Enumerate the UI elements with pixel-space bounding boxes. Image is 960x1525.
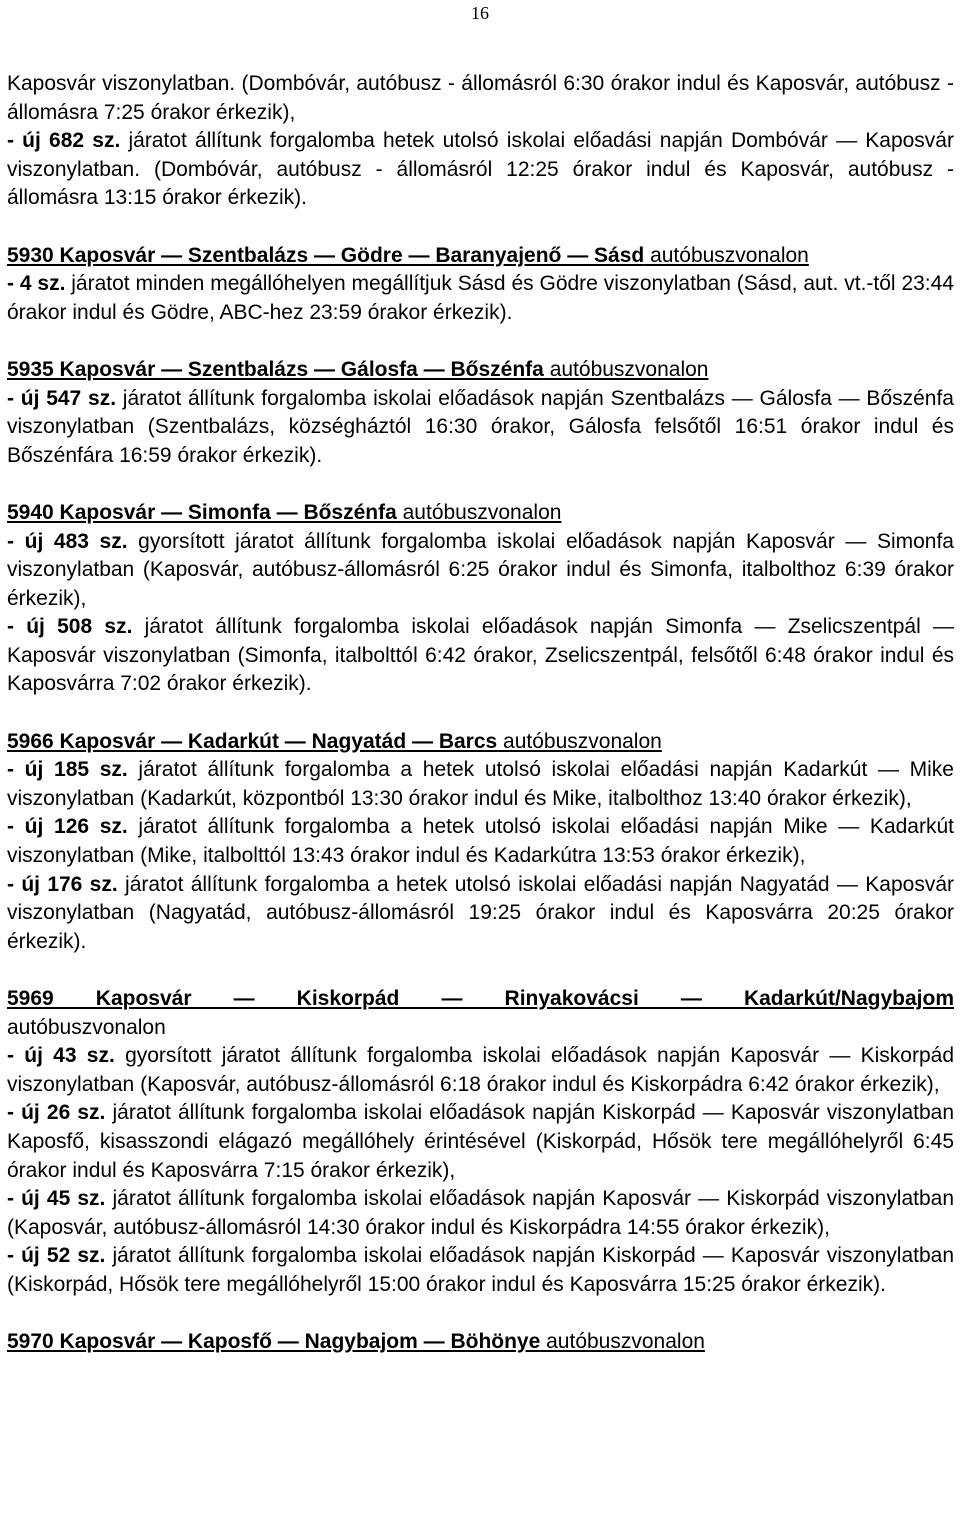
paragraph-text: járatot állítunk forgalomba a hetek utolsó iskolai előadási napján Mike — Kadarkút viszonylatban (Mike, italbolttól 13:43 órakor indul és Kadarkútra 13:53 órakor érkezik),	[7, 815, 954, 868]
route-section	[7, 499, 954, 699]
route-suffix: autóbuszvonalon	[543, 357, 709, 381]
departure-number: - 4 sz.	[7, 272, 66, 296]
route-suffix: autóbuszvonalon	[540, 1330, 705, 1354]
route-title: 5935 Kaposvár — Szentbalázs — Gálosfa — Bőszénfa	[7, 357, 544, 381]
paragraph	[7, 871, 954, 957]
departure-number: - új 52 sz.	[7, 1244, 106, 1268]
paragraph	[7, 1242, 954, 1299]
page-number: 16	[471, 3, 489, 23]
route-heading	[7, 499, 954, 528]
departure-number: - új 126 sz.	[7, 815, 128, 839]
paragraph-text: járatot állítunk forgalomba hetek utolsó iskolai előadási napján Dombóvár — Kaposvár viszonylatban. (Dombóvár, autóbusz - állomásról 12:25 órakor indul és Kaposvár, autóbusz - állomásra 13:15 órakor érkezik).	[7, 129, 954, 210]
sections	[7, 213, 954, 1357]
route-suffix: autóbuszvonalon	[396, 500, 562, 524]
paragraph-text: járatot állítunk forgalomba iskolai előadások napján Kiskorpád — Kaposvár viszonylatban (Kiskorpád, Hősök tere megállóhelyről 15:00 órakor indul és Kaposvárra 15:25 órakor érkezik).	[7, 1244, 954, 1296]
route-section	[7, 356, 954, 470]
paragraph-text: járatot állítunk forgalomba iskolai előadások napján Kaposvár — Kiskorpád viszonylatban (Kaposvár, autóbusz-állomásról 14:30 órakor indul és Kiskorpádra 14:55 órakor érkezik),	[7, 1187, 954, 1239]
paragraph-text: járatot állítunk forgalomba iskolai előadások napján Kiskorpád — Kaposvár viszonylatban Kaposfő, kisasszondi elágazó megállóhely érintésével (Kiskorpád, Hősök tere megállóhelyről 6:45 órakor indul és Kaposvárra 7:15 órakor érkezik),	[7, 1101, 954, 1182]
paragraph	[7, 756, 954, 813]
route-section	[7, 242, 954, 328]
departure-number: - új 483 sz.	[7, 529, 128, 553]
paragraph-text: gyorsított járatot állítunk forgalomba iskolai előadások napján Kaposvár — Kiskorpád viszonylatban (Kaposvár, autóbusz-állomásról 6:18 órakor indul és Kiskorpádra 6:42 órakor érkezik),	[7, 1044, 955, 1096]
departure-number: - új 508 sz.	[7, 615, 133, 639]
paragraph	[7, 613, 954, 699]
paragraph-text: Kaposvár viszonylatban. (Dombóvár, autóbusz - állomásról 6:30 órakor indul és Kaposvár, autóbusz - állomásra 7:25 órakor érkezik),	[7, 72, 954, 124]
route-suffix: autóbuszvonalon	[644, 243, 809, 267]
route-heading	[7, 1328, 954, 1357]
paragraph	[7, 528, 954, 614]
paragraph	[7, 1185, 954, 1242]
route-title: 5966 Kaposvár — Kadarkút — Nagyatád — Barcs	[7, 729, 498, 753]
departure-number: - új 26 sz.	[7, 1101, 106, 1125]
route-heading	[7, 242, 954, 271]
route-section	[7, 728, 954, 957]
paragraph	[7, 813, 954, 870]
route-section	[7, 985, 954, 1300]
paragraph-text: járatot állítunk forgalomba a hetek utolsó iskolai előadási napján Nagyatád — Kaposvár viszonylatban (Nagyatád, autóbusz-állomásról 19:25 órakor indul és Kaposvárra 20:25 órakor érkezik).	[7, 872, 954, 953]
paragraph	[7, 1099, 954, 1185]
route-section	[7, 1328, 954, 1357]
route-heading	[7, 356, 954, 385]
departure-number: - új 43 sz.	[7, 1044, 115, 1068]
paragraph-text: járatot állítunk forgalomba iskolai előadások napján Simonfa — Zselicszentpál — Kaposvár viszonylatban (Simonfa, italbolttól 6:42 órakor, Zselicszentpál, felsőtől 6:48 órakor indul és Kaposvárra 7:02 órakor érkezik).	[7, 615, 954, 696]
route-heading	[7, 985, 954, 1014]
intro-block	[7, 70, 954, 213]
route-title: 5930 Kaposvár — Szentbalázs — Gödre — Baranyajenő — Sásd	[7, 243, 645, 267]
paragraph	[7, 127, 954, 213]
route-title: 5969 Kaposvár — Kiskorpád — Rinyakovácsi — Kadarkút/Nagybajom	[7, 987, 954, 1010]
paragraph-text: járatot állítunk forgalomba iskolai előadások napján Szentbalázs — Gálosfa — Bőszénfa viszonylatban (Szentbalázs, községháztól 16:30 órakor, Gálosfa felsőtől 16:51 órakor indul és Bőszénfára 16:59 órakor érkezik).	[7, 386, 954, 467]
paragraph-text: járatot állítunk forgalomba a hetek utolsó iskolai előadási napján Kadarkút — Mike viszonylatban (Kadarkút, központból 13:30 órakor indul és Mike, italbolthoz 13:40 órakor érkezik),	[7, 758, 954, 810]
paragraph	[7, 1042, 954, 1099]
paragraph-text: gyorsított járatot állítunk forgalomba iskolai előadások napján Kaposvár — Simonfa viszonylatban (Kaposvár, autóbusz-állomásról 6:25 órakor indul és Simonfa, italbolthoz 6:39 órakor érkezik),	[7, 529, 954, 610]
route-suffix: autóbuszvonalon	[497, 729, 662, 753]
paragraph	[7, 270, 954, 327]
paragraph	[7, 70, 954, 127]
departure-number: - új 185 sz.	[7, 758, 128, 782]
route-title: 5940 Kaposvár — Simonfa — Bőszénfa	[7, 500, 397, 524]
route-heading	[7, 728, 954, 757]
route-title: 5970 Kaposvár — Kaposfő — Nagybajom — Böhönye	[7, 1330, 541, 1354]
departure-number: - új 682 sz.	[7, 129, 121, 153]
route-suffix: autóbuszvonalon	[7, 1015, 166, 1039]
paragraph-text: járatot minden megállóhelyen megállítjuk Sásd és Gödre viszonylatban (Sásd, aut. vt.-től 23:44 órakor indul és Gödre, ABC-hez 23:59 órakor érkezik).	[7, 272, 954, 324]
document-body	[7, 70, 954, 1357]
paragraph	[7, 385, 954, 471]
departure-number: - új 547 sz.	[7, 386, 117, 410]
departure-number: - új 176 sz.	[7, 872, 118, 896]
departure-number: - új 45 sz.	[7, 1187, 106, 1211]
